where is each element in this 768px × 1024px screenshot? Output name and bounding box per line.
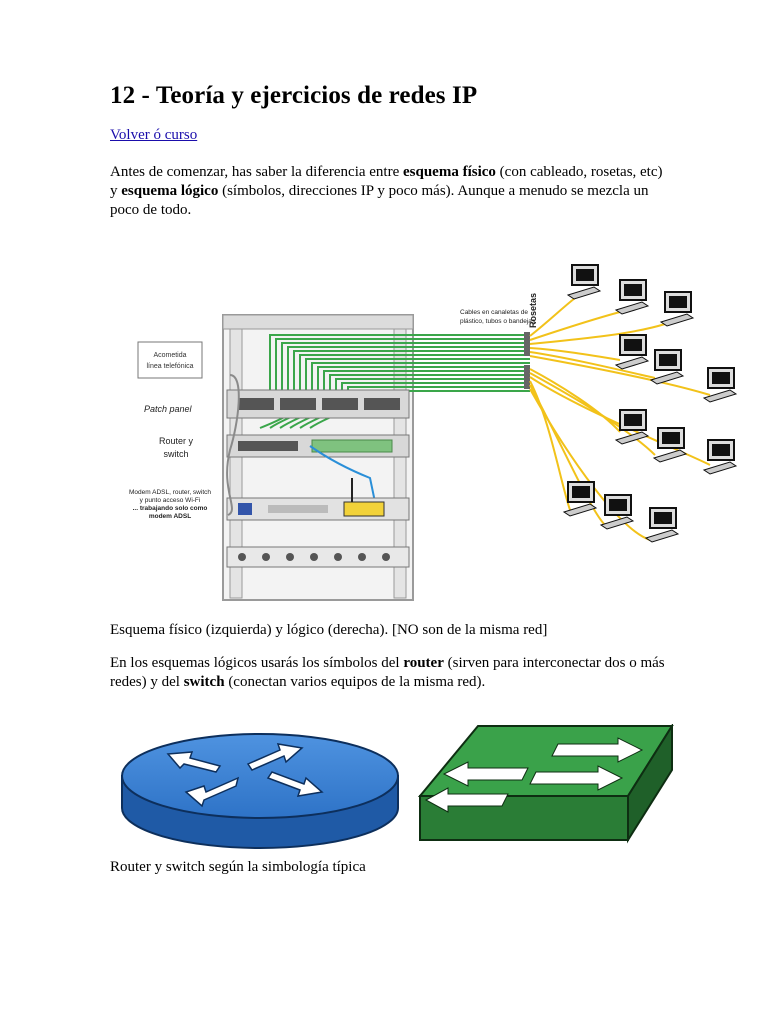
modem-label-1: Modem ADSL, router, switch xyxy=(128,489,212,496)
para2-text-2: (sirven para interconectar dos o más redes) y del xyxy=(110,655,665,690)
intro-bold-2: esquema lógico xyxy=(121,183,219,199)
symbols-caption: Router y switch según la simbología típica xyxy=(110,859,366,875)
rosetas-label: Rosetas xyxy=(528,292,538,328)
rosetas-sockets xyxy=(524,332,530,389)
switch-symbol xyxy=(418,724,674,844)
intro-paragraph xyxy=(110,163,670,220)
para2-bold-1: router xyxy=(403,655,444,671)
symbols-paragraph xyxy=(110,654,670,692)
modem-label-2: y punto acceso Wi-Fi xyxy=(139,497,201,504)
network-diagram xyxy=(120,250,745,602)
router-symbol xyxy=(120,718,400,853)
patch-panel xyxy=(227,390,409,418)
acometida-text-2: línea telefónica xyxy=(146,363,194,370)
intro-bold-1: esquema físico xyxy=(403,164,496,180)
intro-text-2: (con cableado, rosetas, etc) y xyxy=(110,164,663,199)
modem-label-4: modem ADSL xyxy=(148,513,192,520)
cables-label-1: Cables en canaletas de xyxy=(460,309,528,316)
acometida-text-1: Acometida xyxy=(153,352,187,359)
page-title: 12 - Teoría y ejercicios de redes IP xyxy=(110,82,478,109)
para2-text-1: En los esquemas lógicos usarás los símbolos del xyxy=(110,655,404,671)
modem-label-3: ... trabajando solo como xyxy=(132,505,208,512)
power-strip xyxy=(227,547,409,567)
patch-panel-label: Patch panel xyxy=(144,404,192,414)
cables-label-2: plástico, tubos o bandejas xyxy=(460,318,536,325)
para2-bold-2: switch xyxy=(183,674,225,690)
router-label-1: Router y xyxy=(158,436,194,446)
para2-text-3: (conectan varios equipos de la misma red). xyxy=(224,674,486,690)
intro-text-1: Antes de comenzar, has saber la diferencia entre xyxy=(110,164,403,180)
router-switch-unit xyxy=(227,435,409,457)
back-link[interactable]: Volver ó curso xyxy=(110,127,198,143)
acometida-label xyxy=(138,342,202,378)
intro-text-3: (símbolos, direcciones IP y poco más). Aunque a menudo se mezcla un poco de todo. xyxy=(110,183,649,218)
router-label-2: switch xyxy=(163,449,189,459)
computer-icons xyxy=(564,265,736,542)
diagram-caption: Esquema físico (izquierda) y lógico (derecha). [NO son de la misma red] xyxy=(110,622,548,638)
